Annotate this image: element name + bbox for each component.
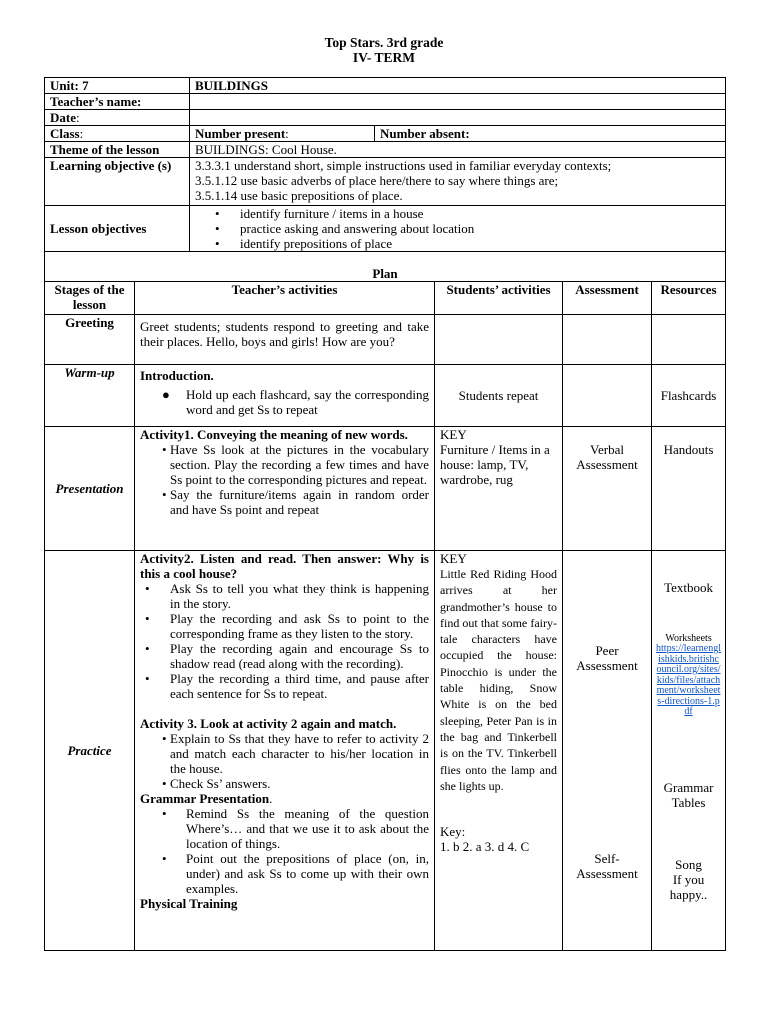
textbook-resource: Textbook: [664, 580, 713, 595]
learning-objective-item: 3.5.1.14 use basic prepositions of place.: [195, 188, 403, 203]
date-value: [190, 110, 726, 126]
practice-key2-label: Key:: [440, 824, 466, 840]
worksheets-label: Worksheets: [665, 633, 712, 644]
col-header-teacher: Teacher’s activities: [135, 282, 435, 315]
header-grade: Top Stars. 3rd grade: [324, 35, 444, 50]
lesson-objective-item: • identify furniture / items in a house: [215, 206, 424, 221]
grammar-heading: Grammar Presentation.: [140, 791, 273, 806]
stage-warmup: Warm-up: [45, 365, 135, 427]
lesson-info-table: [44, 77, 726, 252]
date-label: Date:: [45, 110, 190, 126]
stage-practice: Practice: [45, 551, 135, 951]
presentation-key-text: Furniture / Items in a house: lamp, TV, wardrobe, rug: [440, 442, 550, 487]
practice-answers: 1. b 2. a 3. d 4. C: [440, 839, 530, 855]
warmup-heading: Introduction.: [140, 368, 214, 383]
teacher-name-label: Teacher’s name:: [45, 94, 190, 110]
lesson-objectives: [190, 206, 726, 252]
grammar-item: • Remind Ss the meaning of the question Where’s… and that we use it to ask about the location of things.: [162, 806, 429, 851]
song-resource: Song: [675, 856, 702, 872]
peer-assessment: Peer Assessment: [576, 643, 638, 673]
grammar-item: • Point out the prepositions of place (on, in, under) and ask Ss to come up with their own examples.: [162, 851, 429, 896]
lesson-objectives-label: Lesson objectives: [45, 206, 190, 252]
col-header-stages: Stages of the lesson: [45, 282, 135, 315]
col-header-assessment: Assessment: [563, 282, 652, 315]
unit-label: Unit: 7: [45, 78, 190, 94]
header-term: IV- TERM: [352, 50, 416, 65]
class-label: Class:: [45, 126, 190, 142]
activity2-heading: Activity2. Listen and read. Then answer: Why is this a cool house?: [140, 551, 429, 581]
activity2-item: • Play the recording again and encourage Ss to shadow read (read along with the recording).: [145, 641, 429, 671]
practice-students: [435, 551, 563, 951]
col-header-resources: Resources: [652, 282, 726, 315]
practice-story-text: Little Red Riding Hood arrives at her grandmother’s house to find out that some fairy-tale characters have occupied the house: Pinocchio is under the table hiding, Snow White is on the bed sleeping, Peter Pan is in the bag and Tinkerbell is on the TV. Tinkerbell flies onto the lamp and she lights up.: [440, 567, 557, 793]
presentation-teacher-activity: [135, 427, 435, 551]
learning-objective-item: 3.5.1.12 use basic adverbs of place here/there to say where things are;: [195, 173, 559, 188]
song-title: If you happy..: [669, 871, 708, 902]
plan-title: Plan: [45, 252, 726, 282]
number-present: Number present:: [190, 126, 375, 142]
activity1-item: • Have Ss look at the pictures in the vocabulary section. Play the recording a few times and have Ss point to the corresponding pictures and repeat.: [162, 442, 429, 487]
learning-objectives: [190, 158, 726, 206]
physical-training: Physical Training: [140, 896, 238, 911]
activity2-item: • Play the recording a third time, and pause after each sentence for Ss to repeat.: [145, 671, 429, 701]
activity2-item: • Play the recording and ask Ss to point to the corresponding frame as they listen to the story.: [145, 611, 429, 641]
warmup-item: ● Hold up each flashcard, say the corresponding word and get Ss to repeat: [162, 387, 429, 417]
activity3-heading: Activity 3. Look at activity 2 again and match.: [140, 716, 397, 731]
warmup-students: Students repeat: [435, 365, 563, 427]
greeting-assessment: [563, 315, 652, 365]
presentation-resources: Handouts: [652, 427, 726, 551]
practice-teacher-activity: [135, 551, 435, 951]
activity3-item: • Check Ss’ answers.: [162, 776, 271, 791]
practice-key-label: KEY: [440, 551, 467, 566]
activity3-item: • Explain to Ss that they have to refer to activity 2 and match each character to his/her location in the house.: [162, 731, 429, 776]
activity1-heading: Activity1. Conveying the meaning of new words.: [140, 427, 408, 442]
teacher-name-value: [190, 94, 726, 110]
theme-label: Theme of the lesson: [45, 142, 190, 158]
presentation-key-label: KEY: [440, 427, 467, 442]
worksheets-link[interactable]: https://learnenglishkids.britishcouncil.org/sites/kids/files/attachment/worksheets-directions-1.pdf: [656, 643, 722, 717]
lesson-objective-item: • practice asking and answering about location: [215, 221, 475, 236]
unit-value: BUILDINGS: [190, 78, 726, 94]
activity2-item: • Ask Ss to tell you what they think is happening in the story.: [145, 581, 429, 611]
greeting-students: [435, 315, 563, 365]
warmup-teacher-activity: [135, 365, 435, 427]
learning-objective-label: Learning objective (s): [45, 158, 190, 206]
presentation-assessment: Verbal Assessment: [563, 427, 652, 551]
lesson-objective-item: • identify prepositions of place: [215, 236, 392, 251]
learning-objective-item: 3.3.3.1 understand short, simple instructions used in familiar everyday contexts;: [195, 158, 612, 173]
theme-value: BUILDINGS: Cool House.: [190, 142, 726, 158]
warmup-assessment: [563, 365, 652, 427]
activity1-item: • Say the furniture/items again in random order and have Ss point and repeat: [162, 487, 429, 517]
plan-table: [44, 251, 726, 951]
number-absent: Number absent:: [375, 126, 726, 142]
grammar-tables-resource: Grammar Tables: [663, 779, 714, 810]
practice-resources: [652, 551, 726, 951]
presentation-students: [435, 427, 563, 551]
warmup-resources: Flashcards: [652, 365, 726, 427]
self-assessment: Self-Assessment: [576, 851, 638, 881]
col-header-students: Students’ activities: [435, 282, 563, 315]
stage-greeting: Greeting: [45, 315, 135, 365]
greeting-resources: [652, 315, 726, 365]
greeting-teacher-activity: Greet students; students respond to greeting and take their places. Hello, boys and girls! How are you?: [135, 315, 435, 365]
practice-assessment: [563, 551, 652, 951]
stage-presentation: Presentation: [45, 427, 135, 551]
